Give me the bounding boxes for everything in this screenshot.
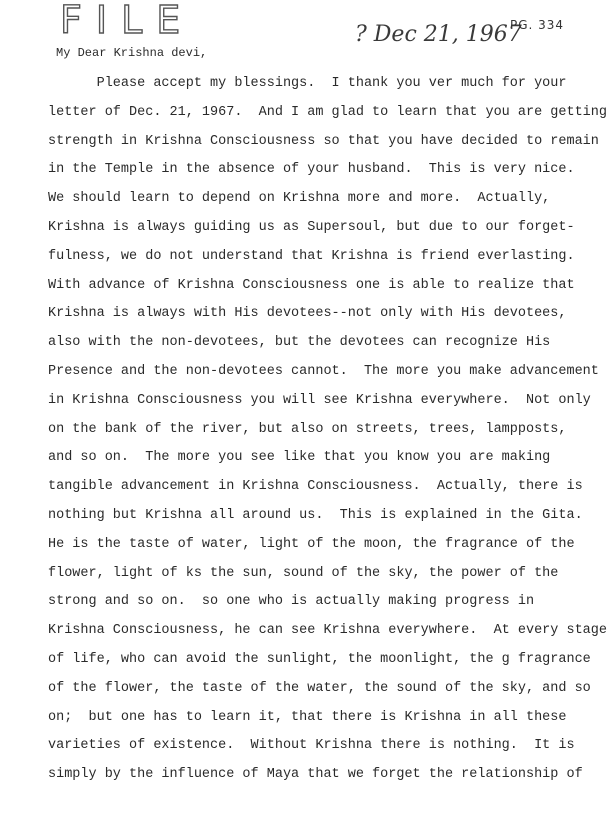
body-line: varieties of existence. Without Krishna there is nothing. It is [48, 738, 575, 754]
letter-body [48, 70, 607, 790]
salutation: My Dear Krishna devi, [56, 46, 208, 60]
body-line: letter of Dec. 21, 1967. And I am glad to learn that you are getting [48, 104, 607, 120]
body-line: nothing but Krishna all around us. This is explained in the Gita. [48, 507, 583, 523]
body-line: in the Temple in the absence of your husband. This is very nice. [48, 162, 575, 178]
body-line: of the flower, the taste of the water, the sound of the sky, and so [48, 680, 591, 696]
body-line: strength in Krishna Consciousness so that you have decided to remain [48, 133, 599, 149]
body-line: Please accept my blessings. I thank you ver much for your [48, 76, 567, 91]
file-stamp: FILE [60, 0, 195, 42]
body-line: strong and so on. so one who is actually making progress in [48, 594, 535, 610]
body-line: fulness, we do not understand that Krishna is friend everlasting. [48, 248, 575, 264]
body-line: of life, who can avoid the sunlight, the moonlight, the g fragrance [48, 651, 591, 667]
body-line: Krishna Consciousness, he can see Krishna everywhere. At every stage [48, 623, 607, 639]
body-line: simply by the influence of Maya that we forget the relationship of [48, 767, 583, 783]
body-line: and so on. The more you see like that you know you are making [48, 450, 551, 466]
body-line: also with the non-devotees, but the devotees can recognize His [48, 335, 551, 351]
body-line: He is the taste of water, light of the moon, the fragrance of the [48, 536, 575, 552]
body-line: in Krishna Consciousness you will see Krishna everywhere. Not only [48, 392, 591, 408]
body-line: With advance of Krishna Consciousness one is able to realize that [48, 277, 575, 293]
body-line: flower, light of ks the sun, sound of the sky, the power of the [48, 565, 559, 581]
body-line: tangible advancement in Krishna Consciousness. Actually, there is [48, 479, 583, 495]
body-line: Presence and the non-devotees cannot. The more you make advancement [48, 363, 599, 379]
body-line: We should learn to depend on Krishna more and more. Actually, [48, 191, 551, 207]
body-line: on; but one has to learn it, that there is Krishna in all these [48, 709, 567, 725]
handwritten-date-note: ? Dec 21, 1967 [355, 22, 522, 47]
body-line: on the bank of the river, but also on streets, trees, lampposts, [48, 421, 567, 437]
body-line: Krishna is always with His devotees--not only with His devotees, [48, 306, 567, 322]
page-number: PG. 334 [510, 18, 565, 32]
body-line: Krishna is always guiding us as Supersoul, but due to our forget- [48, 219, 575, 235]
